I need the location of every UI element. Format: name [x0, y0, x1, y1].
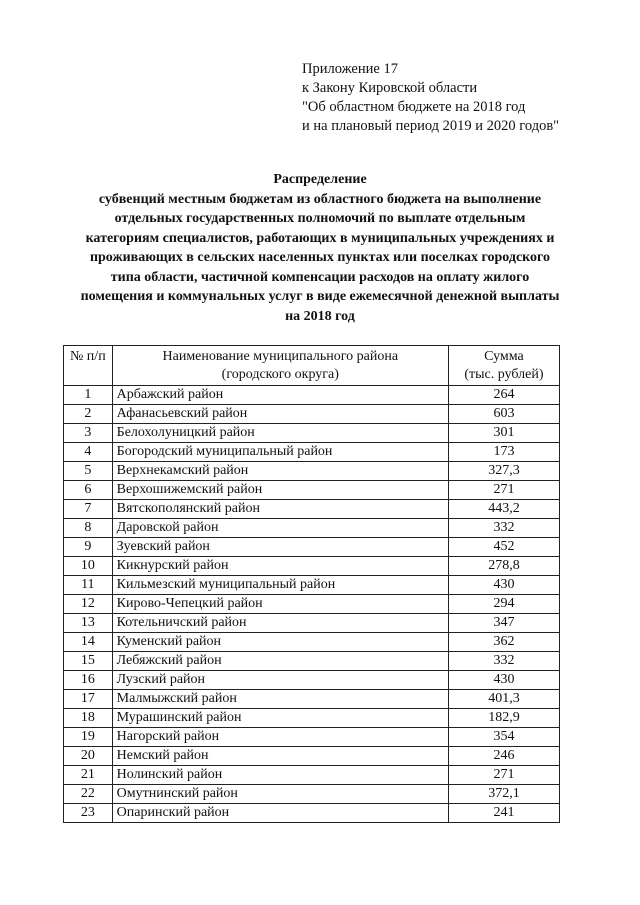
- row-name: Малмыжский район: [112, 690, 448, 709]
- appendix-line: к Закону Кировской области: [302, 80, 478, 96]
- row-sum: 301: [448, 424, 559, 443]
- appendix-line: "Об областном бюджете на 2018 год: [302, 99, 526, 115]
- row-num: 12: [64, 595, 113, 614]
- row-sum: 401,3: [448, 690, 559, 709]
- table-header-row: [64, 346, 560, 386]
- table-row: [64, 614, 560, 633]
- title-line: субвенций местным бюджетам из областного бюджета на выполнение: [98, 191, 542, 207]
- header-name-line1: Наименование муниципального района: [162, 349, 399, 364]
- row-num: 13: [64, 614, 113, 633]
- row-num: 5: [64, 462, 113, 481]
- row-num: 17: [64, 690, 113, 709]
- row-sum: 278,8: [448, 557, 559, 576]
- row-num: 14: [64, 633, 113, 652]
- row-sum: 430: [448, 576, 559, 595]
- appendix-reference: [302, 60, 559, 136]
- title-line: отдельных государственных полномочий по выплате отдельным: [114, 211, 526, 226]
- row-num: 19: [64, 728, 113, 747]
- header-sum-line2: (тыс. рублей): [464, 367, 544, 382]
- row-sum: 241: [448, 804, 559, 823]
- row-name: Кикнурский район: [112, 557, 448, 576]
- table-row: [64, 709, 560, 728]
- row-sum: 173: [448, 443, 559, 462]
- row-num: 10: [64, 557, 113, 576]
- table-row: [64, 538, 560, 557]
- row-num: 21: [64, 766, 113, 785]
- title-line: помещения и коммунальных услуг в виде ежемесячной денежной выплаты: [80, 289, 560, 304]
- row-sum: 271: [448, 481, 559, 500]
- row-sum: 354: [448, 728, 559, 747]
- header-name-line2: (городского округа): [221, 367, 339, 382]
- table-row: [64, 519, 560, 538]
- row-num: 3: [64, 424, 113, 443]
- row-sum: 372,1: [448, 785, 559, 804]
- row-name: Лузский район: [112, 671, 448, 690]
- row-name: Омутнинский район: [112, 785, 448, 804]
- row-num: 11: [64, 576, 113, 595]
- row-name: Афанасьевский район: [112, 405, 448, 424]
- row-name: Нолинский район: [112, 766, 448, 785]
- appendix-line: Приложение 17: [302, 61, 398, 77]
- table-row: [64, 481, 560, 500]
- row-sum: 362: [448, 633, 559, 652]
- row-name: Немский район: [112, 747, 448, 766]
- row-num: 1: [64, 386, 113, 405]
- table-row: [64, 690, 560, 709]
- table-row: [64, 443, 560, 462]
- row-sum: 246: [448, 747, 559, 766]
- row-sum: 271: [448, 766, 559, 785]
- row-name: Верхошижемский район: [112, 481, 448, 500]
- row-name: Верхнекамский район: [112, 462, 448, 481]
- table-row: [64, 633, 560, 652]
- title-line: типа области, частичной компенсации расходов на оплату жилого: [110, 269, 530, 285]
- table-row: [64, 595, 560, 614]
- table-row: [64, 386, 560, 405]
- row-sum: 430: [448, 671, 559, 690]
- row-num: 8: [64, 519, 113, 538]
- row-num: 16: [64, 671, 113, 690]
- row-name: Мурашинский район: [112, 709, 448, 728]
- row-name: Кирово-Чепецкий район: [112, 595, 448, 614]
- document-title: [40, 170, 600, 326]
- title-line: категориям специалистов, работающих в муниципальных учреждениях и: [85, 230, 555, 246]
- appendix-line: и на плановый период 2019 и 2020 годов": [302, 118, 560, 134]
- subsidy-table: [63, 345, 560, 823]
- row-num: 20: [64, 747, 113, 766]
- table-row: [64, 747, 560, 766]
- table-row: [64, 424, 560, 443]
- table-row: [64, 785, 560, 804]
- table-row: [64, 500, 560, 519]
- row-num: 7: [64, 500, 113, 519]
- row-name: Лебяжский район: [112, 652, 448, 671]
- row-name: Вятскополянский район: [112, 500, 448, 519]
- row-sum: 327,3: [448, 462, 559, 481]
- row-num: 9: [64, 538, 113, 557]
- row-sum: 347: [448, 614, 559, 633]
- row-num: 4: [64, 443, 113, 462]
- title-line: на 2018 год: [285, 308, 355, 324]
- table-row: [64, 405, 560, 424]
- row-sum: 182,9: [448, 709, 559, 728]
- row-num: 23: [64, 804, 113, 823]
- row-name: Арбажский район: [112, 386, 448, 405]
- row-name: Котельничский район: [112, 614, 448, 633]
- row-num: 18: [64, 709, 113, 728]
- row-name: Богородский муниципальный район: [112, 443, 448, 462]
- table-row: [64, 671, 560, 690]
- row-sum: 332: [448, 652, 559, 671]
- row-name: Белохолуницкий район: [112, 424, 448, 443]
- row-name: Опаринский район: [112, 804, 448, 823]
- header-name: [112, 346, 448, 386]
- row-num: 6: [64, 481, 113, 500]
- row-sum: 332: [448, 519, 559, 538]
- header-num: № п/п: [64, 346, 113, 386]
- table-row: [64, 804, 560, 823]
- table-row: [64, 766, 560, 785]
- row-name: Куменский район: [112, 633, 448, 652]
- row-name: Кильмезский муниципальный район: [112, 576, 448, 595]
- row-num: 15: [64, 652, 113, 671]
- table-row: [64, 462, 560, 481]
- title-line: проживающих в сельских населенных пунктах или поселках городского: [89, 250, 551, 265]
- row-sum: 452: [448, 538, 559, 557]
- row-name: Даровской район: [112, 519, 448, 538]
- table-row: [64, 557, 560, 576]
- row-sum: 264: [448, 386, 559, 405]
- row-sum: 443,2: [448, 500, 559, 519]
- title-line: Распределение: [273, 172, 367, 187]
- row-num: 22: [64, 785, 113, 804]
- row-num: 2: [64, 405, 113, 424]
- row-sum: 603: [448, 405, 559, 424]
- table-row: [64, 576, 560, 595]
- row-name: Нагорский район: [112, 728, 448, 747]
- table-row: [64, 652, 560, 671]
- header-sum: [448, 346, 559, 386]
- row-sum: 294: [448, 595, 559, 614]
- header-sum-line1: Сумма: [484, 349, 524, 364]
- row-name: Зуевский район: [112, 538, 448, 557]
- table-row: [64, 728, 560, 747]
